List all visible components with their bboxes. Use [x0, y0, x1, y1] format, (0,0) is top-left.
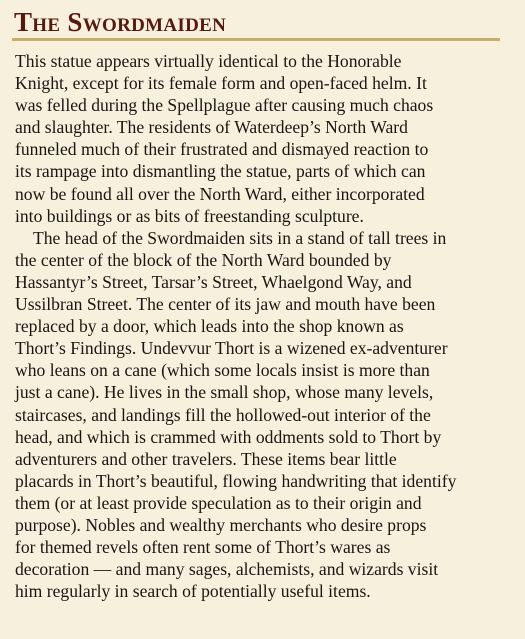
paragraph-line: This statue appears virtually identical to the Honorable [15, 51, 402, 71]
paragraph-line: its rampage into dismantling the statue, parts of which can [15, 161, 426, 182]
paragraph-line: funneled much of their frustrated and dismayed reaction to [15, 139, 429, 160]
paragraph-line: Thort’s Findings. Undevvur Thort is a wizened ex-adventurer [15, 338, 448, 359]
paragraph-line: them (or at least provide speculation as to their origin and [15, 492, 422, 513]
paragraph-line: head, and which is crammed with oddments sold to Thort by [15, 426, 442, 447]
paragraph-line-indented [15, 227, 517, 249]
paragraph-line: Hassantyr’s Street, Tarsar’s Street, Whaelgond Way, and [15, 271, 412, 292]
paragraph-line-text: The head of the Swordmaiden sits in a stand of tall trees in [33, 227, 447, 248]
paragraph-line: and slaughter. The residents of Waterdeep’s North Ward [15, 117, 408, 138]
paragraph-line: Knight, except for its female form and open-faced helm. It [15, 73, 427, 94]
paragraph-line: staircases, and landings fill the hollowed-out interior of the [15, 404, 431, 425]
paragraph-line: into buildings or as bits of freestanding sculpture. [15, 205, 364, 226]
paragraph-line: him regularly in search of potentially useful items. [15, 581, 371, 602]
paragraph-line: for themed revels often rent some of Thort’s wares as [15, 537, 391, 558]
paragraph-line: just a cane). He lives in the small shop, whose many levels, [15, 382, 434, 403]
paragraph-line: replaced by a door, which leads into the shop known as [15, 316, 404, 337]
paragraph-line: purpose). Nobles and wealthy merchants who desire props [15, 514, 427, 535]
paragraph-line: placards in Thort’s beautiful, flowing handwriting that identify [15, 470, 457, 491]
paragraph-line: who leans on a cane (which some locals insist is more than [15, 360, 430, 381]
paragraph-line: adventurers and other travelers. These items bear little [15, 448, 397, 469]
paragraph-line: was felled during the Spellplague after causing much chaos [15, 95, 434, 116]
body-text [15, 50, 517, 602]
paragraph-line: Ussilbran Street. The center of its jaw and mouth have been [15, 294, 436, 315]
paragraph-line: the center of the block of the North Ward bounded by [15, 249, 392, 270]
title-underline-rule [12, 38, 500, 41]
paragraph-line: now be found all over the North Ward, either incorporated [15, 183, 425, 204]
paragraph-line: decoration — and many sages, alchemists, and wizards visit [15, 559, 439, 580]
section-title: The Swordmaiden [14, 7, 227, 37]
